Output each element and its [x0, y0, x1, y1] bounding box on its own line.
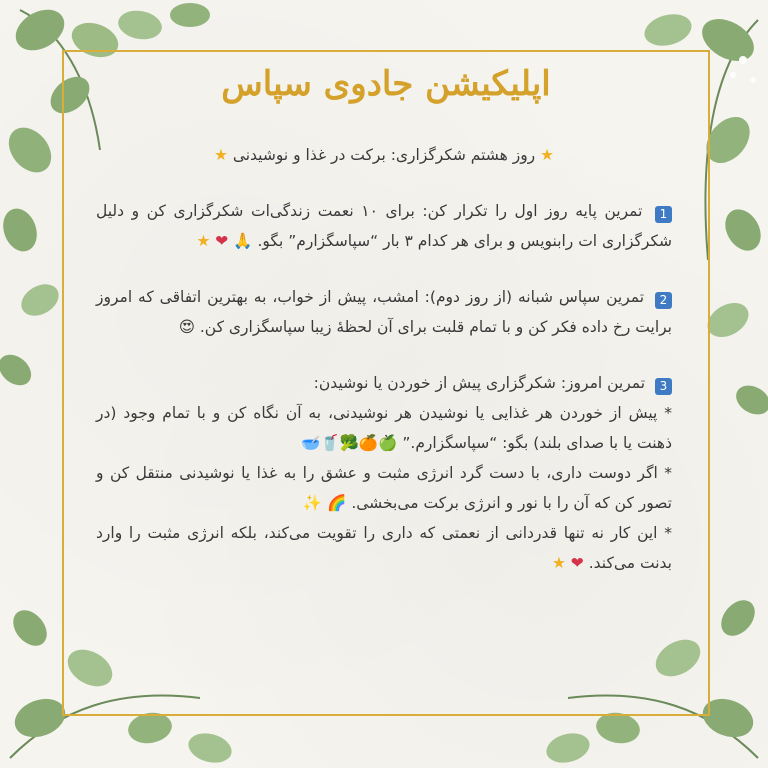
food-icons: 🍏🍊🥦🥤🥣 [300, 434, 398, 452]
pray-icon: 🙏 [233, 232, 253, 250]
bullet-item: * اگر دوست داری، با دست گرد انرژی مثبت و عشق را به غذا یا نوشیدنی منتقل کن و تصور کن که آن را با نور و انرژی برکت می‌بخشی. 🌈 ✨ [96, 464, 673, 512]
section-3: 3 تمرین امروز: شکرگزاری پیش از خوردن یا نوشیدن: [96, 368, 672, 398]
number-badge: 3 [655, 378, 672, 395]
heart-icon: ❤ [215, 232, 229, 250]
subtitle: ★ روز هشتم شکرگزاری: برکت در غذا و نوشیدنی ★ [213, 146, 555, 164]
star-icon: ★ [196, 232, 211, 250]
content-body [96, 140, 672, 578]
section-1: 1 تمرین پایه روز اول را تکرار کن: برای ۱۰ نعمت زندگی‌ات شکرگزاری کن و دلیل شکرگزاری ات رابنویس و برای هر کدام ۳ بار “سپاسگزارم” بگو. 🙏 ❤ ★ [96, 202, 672, 250]
bullet-item: * پیش از خوردن هر غذایی یا نوشیدن هر نوشیدنی، به آن نگاه کن و با تمام وجود (در ذهنت یا با صدای بلند) بگو: “سپاسگزارم.” 🍏🍊🥦🥤🥣 [96, 404, 672, 452]
bullet-marker: * [664, 464, 673, 482]
star-icon: ★ [540, 146, 555, 164]
heart-icon: ❤ [570, 554, 584, 572]
star-icon: ★ [213, 146, 228, 164]
page-title: اپلیکیشن جادوی سپاس [221, 64, 551, 104]
rainbow-icon: 🌈 [327, 494, 347, 512]
sparkles-icon: ✨ [302, 494, 323, 512]
bullet-marker: * [664, 404, 672, 422]
number-badge: 1 [655, 206, 672, 223]
bullet-item: * این کار نه تنها قدردانی از نعمتی که داری را تقویت می‌کند، بلکه انرژی مثبت را وارد بدنت می‌کند. ❤ ★ [96, 524, 672, 572]
heart-eyes-icon: 😍 [178, 318, 195, 336]
star-icon: ★ [551, 554, 566, 572]
bullet-marker: * [664, 524, 672, 542]
section-2: 2 تمرین سپاس شبانه (از روز دوم): امشب، پیش از خواب، به بهترین اتفاقی که امروز برایت رخ داده فکر کن و با تمام قلبت برای آن لحظهٔ زیبا سپاسگزاری کن. 😍 [96, 288, 672, 336]
number-badge: 2 [655, 292, 672, 309]
